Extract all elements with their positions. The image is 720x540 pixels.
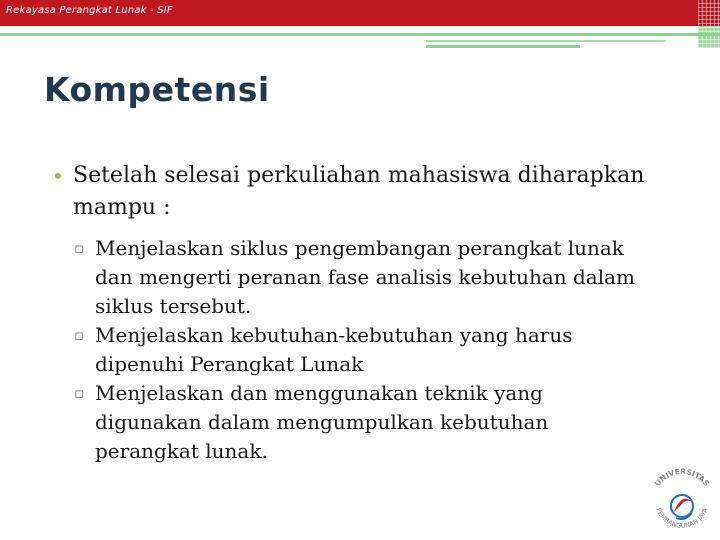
accent-line [426, 45, 580, 48]
sub-bullet-list [52, 234, 672, 466]
bullet-item [52, 160, 672, 224]
svg-text:UNIVERSITAS: UNIVERSITAS [652, 466, 712, 489]
sub-bullet-item [52, 379, 655, 466]
sub-bullet-item [52, 321, 655, 379]
square-bullet-icon: ▫ [74, 384, 85, 402]
slide-content [52, 160, 672, 466]
sub-bullet-text: Menjelaskan siklus pengembangan perangkat lunak dan mengerti peranan fase analisis kebutuhan dalam siklus tersebut. [95, 236, 635, 318]
course-title: Rekayasa Perangkat Lunak - SIF [6, 5, 173, 16]
bullet-dot-icon: • [52, 164, 64, 188]
university-logo [646, 462, 718, 538]
corner-decoration [698, 0, 720, 48]
sub-bullet-text: Menjelaskan kebutuhan-kebutuhan yang harus dipenuhi Perangkat Lunak [95, 323, 573, 376]
square-bullet-icon: ▫ [74, 239, 85, 257]
header-bar [0, 0, 720, 26]
square-bullet-icon: ▫ [74, 326, 85, 344]
accent-line [0, 33, 720, 36]
svg-text:PEMBANGUNAN JAYA: PEMBANGUNAN JAYA [654, 506, 710, 530]
accent-line [426, 40, 666, 42]
bullet-text: Setelah selesai perkuliahan mahasiswa diharapkan mampu : [73, 163, 645, 220]
sub-bullet-text: Menjelaskan dan menggunakan teknik yang digunakan dalam mengumpulkan kebutuhan perangkat lunak. [95, 381, 549, 463]
slide-title: Kompetensi [44, 70, 270, 109]
sub-bullet-item [52, 234, 655, 321]
